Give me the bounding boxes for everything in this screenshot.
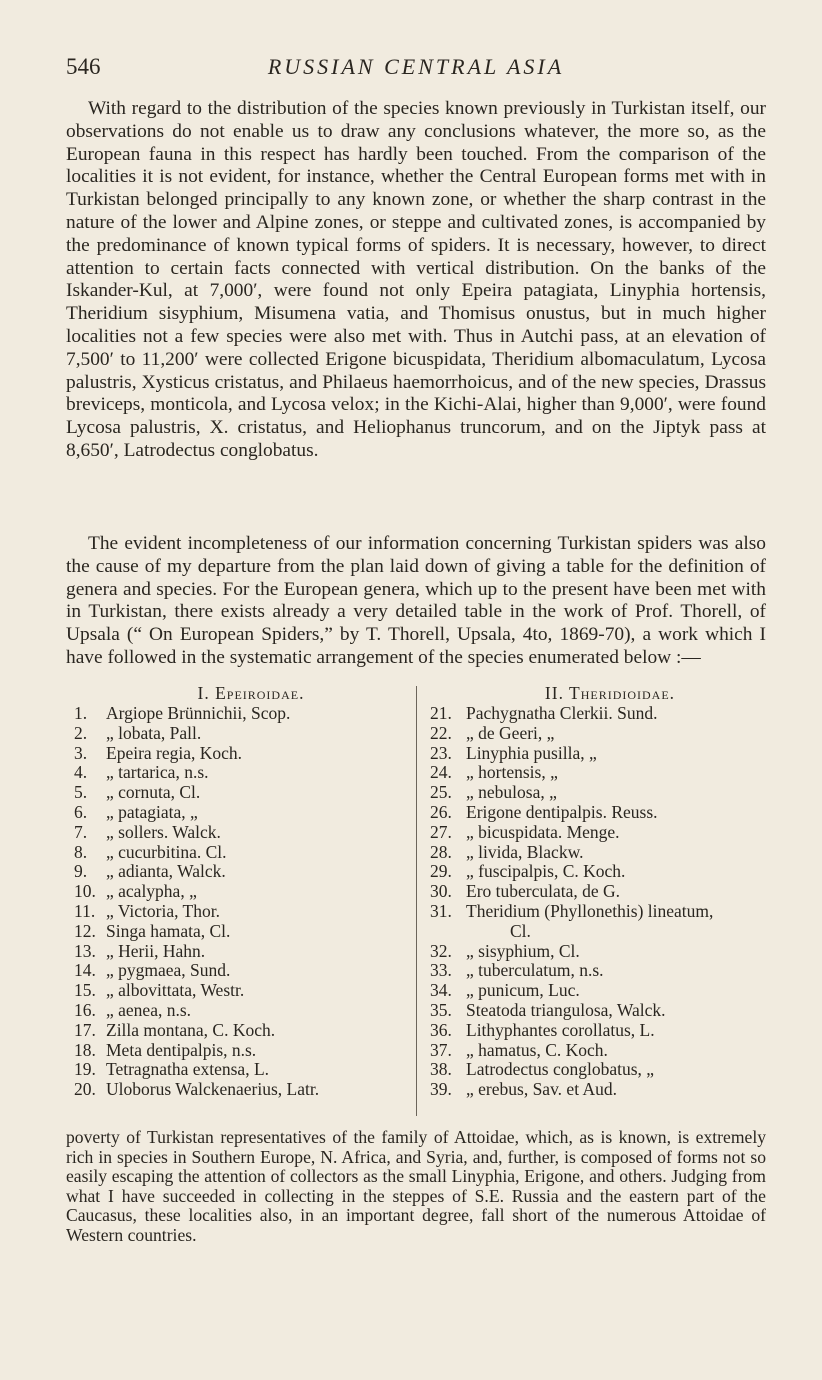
entry-number: 30. bbox=[430, 881, 452, 902]
entry-number: 21. bbox=[430, 703, 452, 723]
species-entry bbox=[430, 981, 766, 1001]
entry-number: 5. bbox=[74, 782, 88, 803]
species-entry bbox=[74, 862, 412, 882]
species-name: Argiope Brünnichii, Scop. bbox=[106, 703, 291, 723]
species-entry bbox=[74, 922, 412, 942]
column-heading: II. Theridioidae. bbox=[544, 683, 676, 703]
species-entry bbox=[74, 704, 412, 724]
entry-number: 29. bbox=[430, 861, 452, 882]
species-name: „ cornuta, Cl. bbox=[106, 782, 201, 803]
entry-number: 20. bbox=[74, 1079, 96, 1100]
species-entry bbox=[430, 1001, 766, 1021]
species-entries bbox=[430, 704, 766, 1100]
entry-number: 1. bbox=[74, 703, 88, 723]
species-entry bbox=[430, 902, 766, 922]
species-entries bbox=[74, 704, 412, 1100]
entry-number: 18. bbox=[74, 1039, 96, 1060]
species-name: Meta dentipalpis, n.s. bbox=[106, 1039, 257, 1060]
paragraph-distribution bbox=[66, 98, 766, 463]
species-entry bbox=[74, 1021, 412, 1041]
paragraph-text: The evident incompleteness of our information concerning Turkistan spiders was also the cause of my departure from the plan laid down of giving a table for the definition of genera and species. For the European genera, which up to the present have been met with in Turkistan, there exists already a very detailed table in the work of Prof. Thorell, of Upsala (“ On European Spiders,” by T. Thorell, Upsala, 4to, 1869-70), a work which I have followed in the systematic arrangement of the species enumerated below :— bbox=[66, 533, 766, 668]
species-entry bbox=[430, 942, 766, 962]
species-entry bbox=[430, 1060, 766, 1080]
species-name: Theridium (Phyllonethis) lineatum, bbox=[466, 900, 714, 921]
entry-number: 24. bbox=[430, 762, 452, 783]
species-entry bbox=[430, 763, 766, 783]
species-entry bbox=[74, 783, 412, 803]
entry-number: 38. bbox=[430, 1059, 452, 1080]
species-name: „ adianta, Walck. bbox=[106, 861, 226, 882]
species-entry bbox=[74, 1060, 412, 1080]
species-entry bbox=[74, 1041, 412, 1061]
species-list bbox=[66, 682, 766, 1120]
species-name: „ cucurbitina. Cl. bbox=[106, 841, 227, 862]
species-name: „ sollers. Walck. bbox=[106, 821, 221, 842]
species-entry bbox=[74, 1080, 412, 1100]
entry-number: 32. bbox=[430, 940, 452, 961]
species-name: „ livida, Blackw. bbox=[466, 841, 584, 862]
entry-number: 7. bbox=[74, 821, 88, 842]
species-name: Erigone dentipalpis. Reuss. bbox=[466, 801, 658, 822]
entry-number: 6. bbox=[74, 801, 88, 822]
species-name: „ hortensis, „ bbox=[466, 762, 558, 783]
entry-number: 35. bbox=[430, 999, 452, 1020]
entry-number: 34. bbox=[430, 980, 452, 1001]
entry-number: 4. bbox=[74, 762, 88, 783]
entry-number: 37. bbox=[430, 1039, 452, 1060]
species-name: „ Victoria, Thor. bbox=[106, 900, 220, 921]
entry-number: 13. bbox=[74, 940, 96, 961]
entry-number: 12. bbox=[74, 920, 96, 941]
species-entry bbox=[430, 862, 766, 882]
species-entry bbox=[430, 724, 766, 744]
species-name: Cl. bbox=[510, 920, 531, 941]
species-entry bbox=[74, 744, 412, 764]
paragraph-text: poverty of Turkistan representatives of the family of Attoidae, which, as is known, is extremely rich in species in Southern Europe, N. Africa, and Syria, and, further, is composed of forms not so easily escaping the attention of collectors as the small Linyphia, Erigone, and others. Judging from what I have succeeded in collecting in the steppes of S.E. Russia and the eastern part of the Caucasus, these localities also, in an important degree, fall short of the numerous Attoidae of Western countries. bbox=[66, 1127, 766, 1245]
species-name: Singa hamata, Cl. bbox=[106, 920, 231, 941]
species-name: Ero tuberculata, de G. bbox=[466, 881, 621, 902]
entry-number: 15. bbox=[74, 980, 96, 1001]
species-entry bbox=[74, 843, 412, 863]
entry-number: 17. bbox=[74, 1019, 96, 1040]
entry-number: 2. bbox=[74, 722, 88, 743]
species-entry bbox=[430, 1021, 766, 1041]
running-title: RUSSIAN CENTRAL ASIA bbox=[267, 54, 565, 79]
species-name: „ punicum, Luc. bbox=[466, 980, 580, 1001]
species-name: „ sisyphium, Cl. bbox=[466, 940, 580, 961]
entry-number: 23. bbox=[430, 742, 452, 763]
species-entry bbox=[430, 704, 766, 724]
entry-number: 28. bbox=[430, 841, 452, 862]
paragraph-attoidae bbox=[66, 1128, 766, 1246]
species-entry bbox=[430, 823, 766, 843]
entry-number: 27. bbox=[430, 821, 452, 842]
species-name: „ albovittata, Westr. bbox=[106, 980, 245, 1001]
entry-number: 36. bbox=[430, 1019, 452, 1040]
species-name: „ de Geeri, „ bbox=[466, 722, 555, 743]
species-name: „ bicuspidata. Menge. bbox=[466, 821, 620, 842]
species-entry bbox=[430, 783, 766, 803]
species-entry bbox=[430, 744, 766, 764]
species-entry bbox=[430, 1041, 766, 1061]
species-entry bbox=[74, 1001, 412, 1021]
entry-number: 3. bbox=[74, 742, 88, 763]
species-name: Zilla montana, C. Koch. bbox=[106, 1019, 276, 1040]
species-name: „ fuscipalpis, C. Koch. bbox=[466, 861, 626, 882]
species-entry bbox=[430, 882, 766, 902]
paragraph-incompleteness bbox=[66, 533, 766, 670]
species-name: „ nebulosa, „ bbox=[466, 782, 557, 803]
entry-number: 26. bbox=[430, 801, 452, 822]
species-name: Linyphia pusilla, „ bbox=[466, 742, 597, 763]
species-entry bbox=[74, 981, 412, 1001]
species-name: „ erebus, Sav. et Aud. bbox=[466, 1079, 617, 1100]
column-divider bbox=[416, 686, 417, 1116]
species-name: „ acalypha, „ bbox=[106, 881, 197, 902]
species-name: „ aenea, n.s. bbox=[106, 999, 192, 1020]
species-entry bbox=[74, 823, 412, 843]
entry-number: 14. bbox=[74, 960, 96, 981]
species-name: „ hamatus, C. Koch. bbox=[466, 1039, 608, 1060]
page-header bbox=[66, 54, 766, 88]
entry-number: 33. bbox=[430, 960, 452, 981]
species-entry bbox=[74, 803, 412, 823]
species-name: „ tartarica, n.s. bbox=[106, 762, 209, 783]
species-entry bbox=[430, 843, 766, 863]
entry-number: 22. bbox=[430, 722, 452, 743]
entry-number: 31. bbox=[430, 900, 452, 921]
species-name: „ tuberculatum, n.s. bbox=[466, 960, 604, 981]
species-name: Latrodectus conglobatus, „ bbox=[466, 1059, 655, 1080]
species-entry bbox=[430, 803, 766, 823]
species-name: Pachygnatha Clerkii. Sund. bbox=[466, 703, 658, 723]
species-entry bbox=[74, 724, 412, 744]
species-entry bbox=[74, 961, 412, 981]
entry-number: 9. bbox=[74, 861, 88, 882]
species-name: Tetragnatha extensa, L. bbox=[106, 1059, 270, 1080]
entry-number: 25. bbox=[430, 782, 452, 803]
species-entry bbox=[74, 942, 412, 962]
entry-number: 10. bbox=[74, 881, 96, 902]
entry-number: 19. bbox=[74, 1059, 96, 1080]
species-entry bbox=[74, 882, 412, 902]
species-name: Lithyphantes corollatus, L. bbox=[466, 1019, 655, 1040]
species-name: Uloborus Walckenaerius, Latr. bbox=[106, 1079, 320, 1100]
entry-number: 11. bbox=[74, 900, 96, 921]
species-name: „ pygmaea, Sund. bbox=[106, 960, 231, 981]
paragraph-text: With regard to the distribution of the species known previously in Turkistan itself, our observations do not enable us to draw any conclusions whatever, the more so, as the European fauna in this respect has hardly been touched. From the comparison of the localities it is not evident, for instance, whether the Central European forms met with in Turkistan belonged principally to any known zone, or whether the sharp contrast in the nature of the lower and Alpine zones, or steppe and cultivated zones, is accompanied by the predominance of known typical forms of spiders. It is necessary, however, to direct attention to certain facts connected with vertical distribution. On the banks of the Iskander-Kul, at 7,000′, were found not only Epeira patagiata, Linyphia hortensis, Theridium sisyphium, Misumena vatia, and Thomisus onustus, but in much higher localities not a few species were also met with. Thus in Autchi pass, at an elevation of 7,500′ to 11,200′ were collected Erigone bicuspidata, Theridium albomaculatum, Lycosa palustris, Xysticus cristatus, and Philaeus haemorrhoicus, and of the new species, Drassus breviceps, monticola, and Lycosa velox; in the Kichi-Alai, higher than 9,000′, were found Lycosa palustris, X. cristatus, and Heliophanus truncorum, and on the Jiptyk pass at 8,650′, Latrodectus conglobatus. bbox=[66, 98, 766, 461]
species-column-theridioidae bbox=[430, 682, 766, 1100]
entry-number: 8. bbox=[74, 841, 88, 862]
species-column-epeiroidae bbox=[74, 682, 412, 1100]
species-entry bbox=[430, 1080, 766, 1100]
page-number: 546 bbox=[66, 54, 101, 79]
species-name: „ patagiata, „ bbox=[106, 801, 198, 822]
entry-number: 16. bbox=[74, 999, 96, 1020]
species-entry bbox=[74, 763, 412, 783]
species-name: „ Herii, Hahn. bbox=[106, 940, 206, 961]
entry-number: 39. bbox=[430, 1079, 452, 1100]
species-name: Steatoda triangulosa, Walck. bbox=[466, 999, 666, 1020]
species-name: „ lobata, Pall. bbox=[106, 722, 202, 743]
column-heading: I. Epeiroidae. bbox=[197, 683, 305, 703]
species-name: Epeira regia, Koch. bbox=[106, 742, 243, 763]
species-entry bbox=[74, 902, 412, 922]
species-entry bbox=[430, 922, 766, 942]
species-entry bbox=[430, 961, 766, 981]
